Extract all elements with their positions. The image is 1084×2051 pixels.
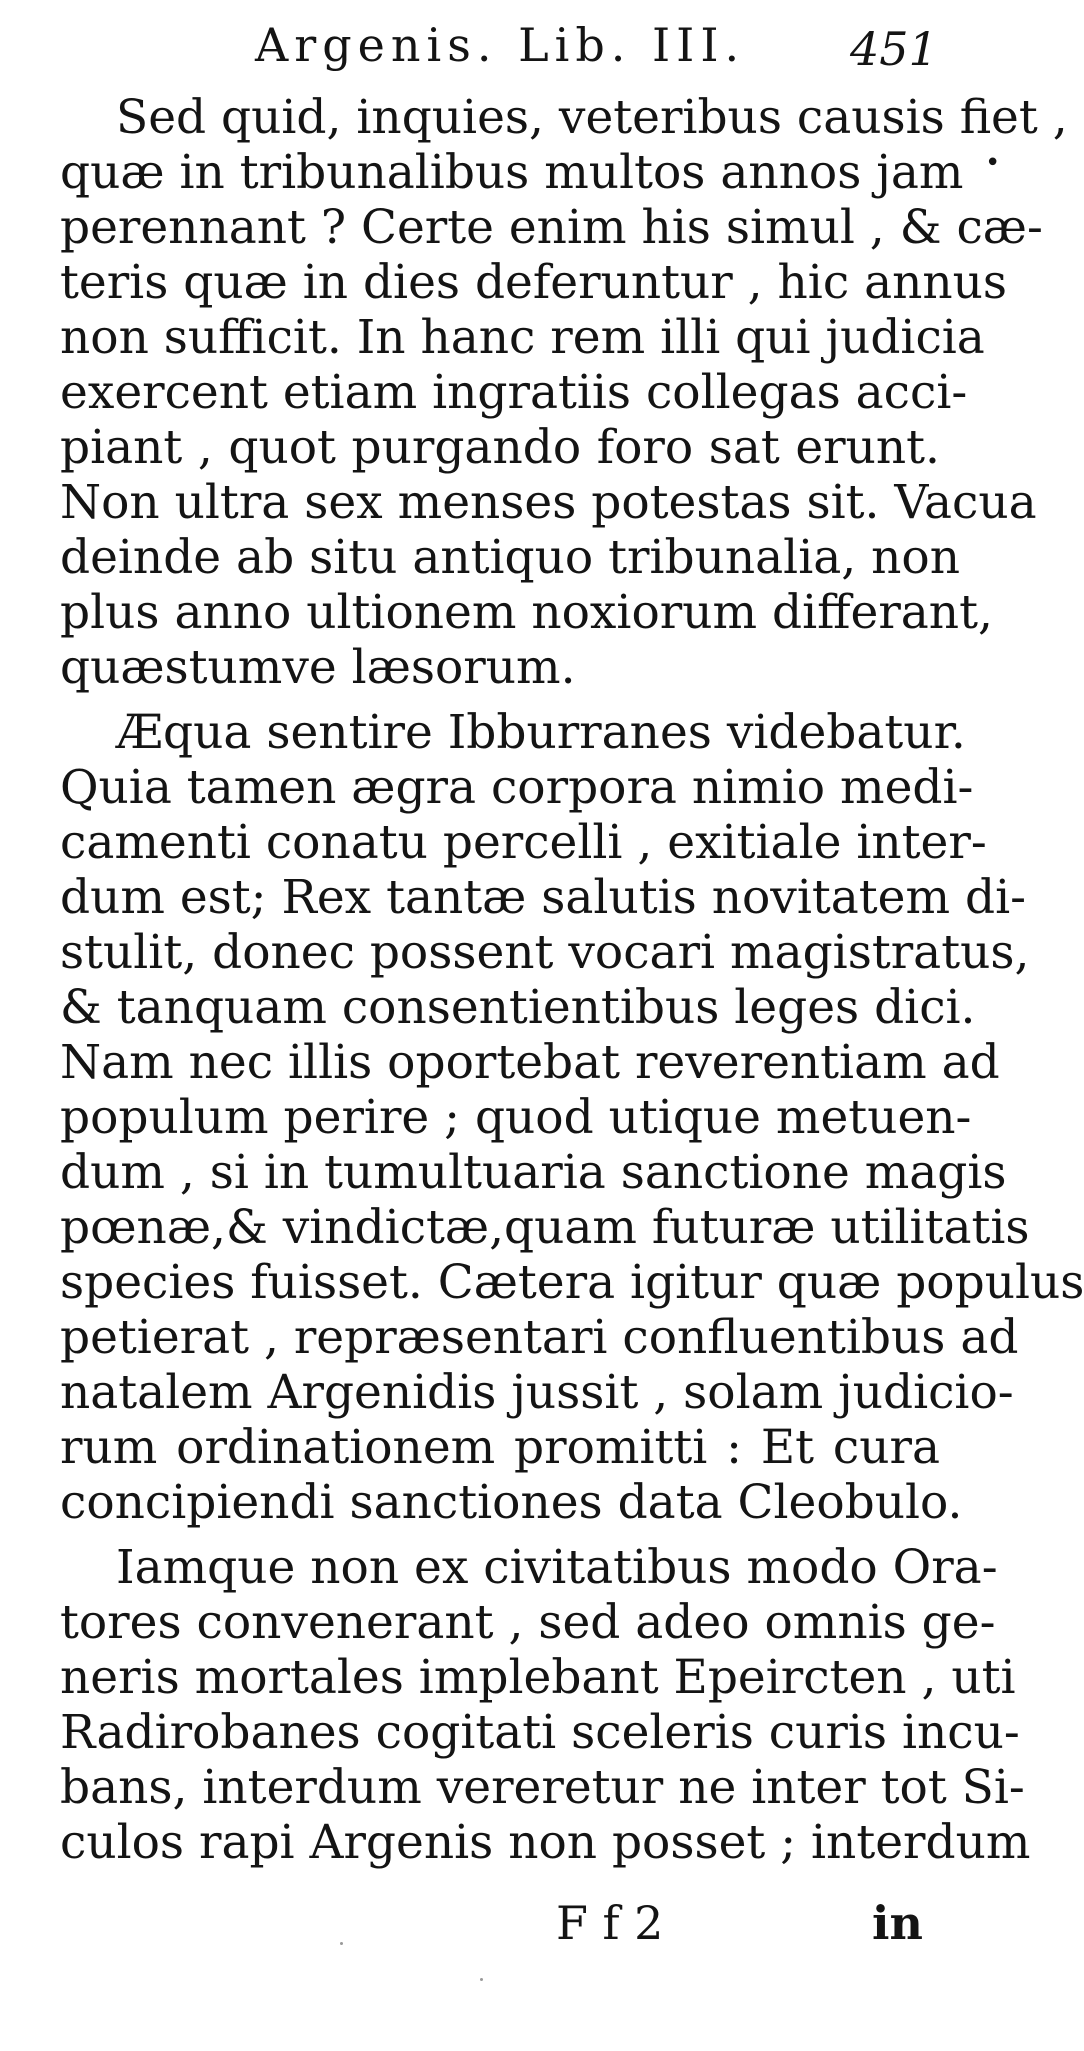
- text-line: Iamque non ex civitatibus modo Ora-: [116, 1540, 998, 1595]
- text-line: Radirobanes cogitati sceleris curis incu-: [60, 1705, 1020, 1760]
- text-line: stulit, donec possent vocari magistratus,: [60, 925, 1030, 980]
- text-line: culos rapi Argenis non posset ; interdum: [60, 1815, 1031, 1870]
- text-line: plus anno ultionem noxiorum differant,: [60, 585, 993, 640]
- text-line: perennant ? Certe enim his simul , & cæ-: [60, 200, 1043, 255]
- catchword: in: [872, 1896, 923, 1950]
- text-line: pœnæ,& vindictæ,quam futuræ utilitatis: [60, 1200, 1030, 1255]
- paper-speck: [340, 1942, 343, 1945]
- paragraph-3: [60, 1540, 1031, 1870]
- text-line: quæ in tribunalibus multos annos jam: [60, 145, 964, 200]
- text-line: bans, interdum vereretur ne inter tot Si-: [60, 1760, 1025, 1815]
- text-line: Nam nec illis oportebat reverentiam ad: [60, 1035, 1000, 1090]
- text-line: teris quæ in dies deferuntur , hic annus: [60, 255, 1008, 310]
- text-line: Non ultra sex menses potestas sit. Vacua: [60, 475, 1037, 530]
- paper-speck: [480, 1978, 483, 1981]
- text-line: exercent etiam ingratiis collegas acci-: [60, 365, 968, 420]
- text-line: Sed quid, inquies, veteribus causis fiet ,: [116, 90, 1068, 145]
- body-text: [60, 90, 1084, 1870]
- text-line: natalem Argenidis jussit , solam judicio-: [60, 1365, 1014, 1420]
- text-line: dum est; Rex tantæ salutis novitatem di-: [60, 870, 1026, 925]
- paragraph-gap: [60, 695, 940, 705]
- paragraph-2: [60, 705, 1084, 1530]
- text-line: petierat , repræsentari confluentibus ad: [60, 1310, 1019, 1365]
- text-line: populum perire ; quod utique metuen-: [60, 1090, 972, 1145]
- text-line: deinde ab situ antiquo tribunalia, non: [60, 530, 960, 585]
- text-line: rum ordinationem promitti : Et cura: [60, 1420, 940, 1475]
- text-line: non sufficit. In hanc rem illi qui judicia: [60, 310, 985, 365]
- text-line: Æqua sentire Ibburranes videbatur.: [116, 705, 966, 760]
- text-line: Quia tamen ægra corpora nimio medi-: [60, 760, 974, 815]
- paragraph-gap: [60, 1530, 940, 1540]
- text-line: camenti conatu percelli , exitiale inter-: [60, 815, 987, 870]
- text-line: neris mortales implebant Epeircten , uti: [60, 1650, 1016, 1705]
- text-line: & tanquam consentientibus leges dici.: [60, 980, 976, 1035]
- text-line: piant , quot purgando foro sat erunt.: [60, 420, 940, 475]
- text-line: concipiendi sanctiones data Cleobulo.: [60, 1475, 963, 1530]
- margin-mark: •: [985, 148, 1001, 178]
- text-line: dum , si in tumultuaria sanctione magis: [60, 1145, 1007, 1200]
- page-number: 451: [850, 22, 938, 76]
- paragraph-1: [60, 90, 1068, 695]
- text-line: quæstumve læsorum.: [60, 640, 576, 695]
- running-head: Argenis. Lib. III.: [255, 18, 746, 72]
- text-line: species fuisset. Cætera igitur quæ populus: [60, 1255, 1084, 1310]
- signature-mark: F f 2: [556, 1896, 664, 1950]
- text-line: tores convenerant , sed adeo omnis ge-: [60, 1595, 996, 1650]
